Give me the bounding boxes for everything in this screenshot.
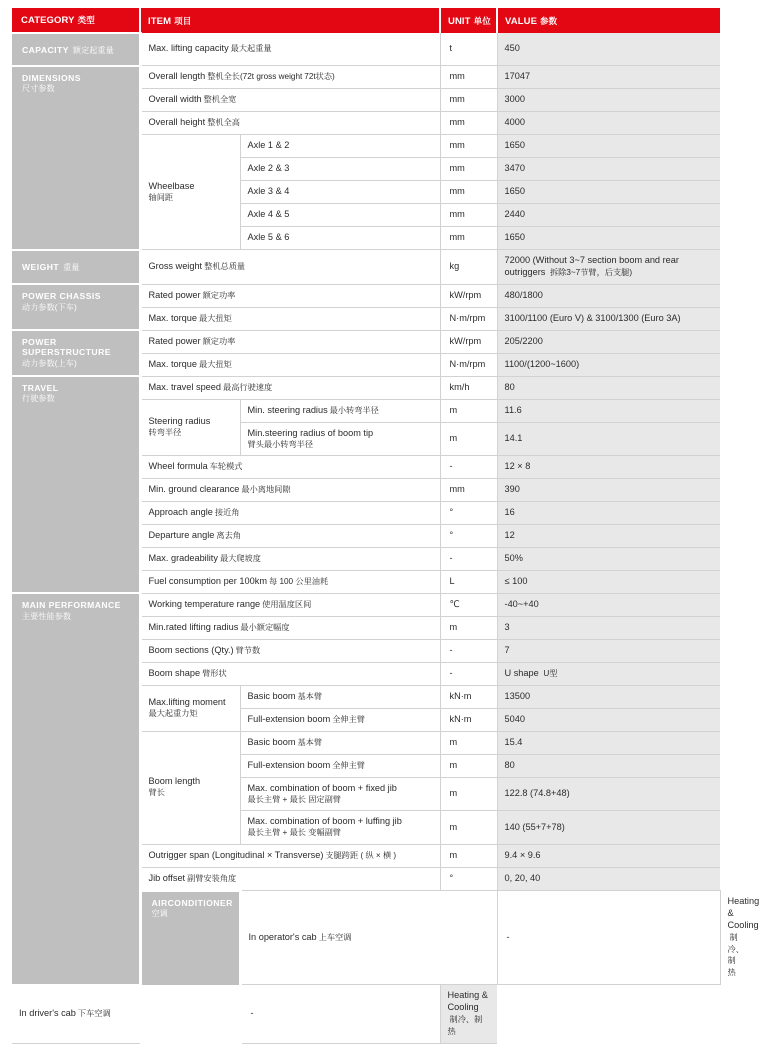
row-label-max-lifting-capacity: Max. lifting capacity 最大起重量	[140, 33, 440, 66]
row-label-length-full-extension: Full-extension boom 全伸主臂	[240, 754, 440, 777]
row-unit: mm	[440, 66, 497, 89]
table-row	[12, 33, 720, 66]
row-unit: -	[240, 985, 440, 1044]
row-value: ≤ 100	[497, 571, 720, 594]
row-value: 1650	[497, 181, 720, 204]
table-row	[12, 330, 720, 353]
row-value: U shape U型	[497, 662, 720, 685]
row-label-working-temperature: Working temperature range 使用温度区间	[140, 593, 440, 616]
row-unit: N·m/rpm	[440, 353, 497, 376]
row-value: 390	[497, 479, 720, 502]
row-value: 14.1	[497, 422, 720, 456]
row-value: 1100/(1200~1600)	[497, 353, 720, 376]
row-unit: kN·m	[440, 708, 497, 731]
row-label-jib-offset: Jib offset 副臂安装角度	[140, 867, 440, 890]
table-row	[12, 250, 720, 285]
row-unit: mm	[440, 204, 497, 227]
row-unit: m	[440, 777, 497, 811]
row-label-min-ground-clearance: Min. ground clearance 最小离地间隙	[140, 479, 440, 502]
row-unit: L	[440, 571, 497, 594]
row-label-max-travel-speed: Max. travel speed 最高行驶速度	[140, 376, 440, 399]
row-value: 3000	[497, 89, 720, 112]
row-label-fuel-consumption: Fuel consumption per 100km 每 100 公里油耗	[140, 571, 440, 594]
row-label-axle-3-4: Axle 3 & 4	[240, 181, 440, 204]
row-unit: °	[440, 867, 497, 890]
row-label-ac-driver-cab: In driver's cab 下车空调	[12, 985, 240, 1044]
row-label-rated-power-chassis: Rated power 额定功率	[140, 284, 440, 307]
row-value: 80	[497, 754, 720, 777]
row-label-min-steering-radius-boom-tip: Min.steering radius of boom tip 臂头最小转弯半径	[240, 422, 440, 456]
row-label-overall-width: Overall width 整机全宽	[140, 89, 440, 112]
row-value: 13500	[497, 685, 720, 708]
row-value: 11.6	[497, 399, 720, 422]
row-unit: -	[440, 662, 497, 685]
row-value: 15.4	[497, 731, 720, 754]
table-row	[12, 284, 720, 307]
row-unit: ℃	[440, 593, 497, 616]
category-travel: TRAVEL 行驶参数	[12, 376, 140, 593]
row-label-axle-5-6: Axle 5 & 6	[240, 227, 440, 250]
row-label-max-torque-super: Max. torque 最大扭矩	[140, 353, 440, 376]
row-value: 122.8 (74.8+48)	[497, 777, 720, 811]
row-value: 480/1800	[497, 284, 720, 307]
row-label-axle-4-5: Axle 4 & 5	[240, 204, 440, 227]
row-label-ac-operator-cab: In operator's cab 上车空调	[240, 891, 497, 985]
row-value: 12	[497, 525, 720, 548]
row-label-max-torque-chassis: Max. torque 最大扭矩	[140, 307, 440, 330]
row-value: -40~+40	[497, 593, 720, 616]
row-group-boom-length: Boom length 臂长	[140, 731, 240, 844]
spec-sheet	[0, 8, 759, 1037]
row-label-wheel-formula: Wheel formula 车轮模式	[140, 456, 440, 479]
category-main-performance: MAIN PERFORMANCE 主要性能参数	[12, 593, 140, 984]
category-capacity: CAPACITY 额定起重量	[12, 33, 140, 66]
row-value: 72000 (Without 3~7 section boom and rear outriggers 拆除3~7节臂，后支腿)	[497, 250, 720, 285]
row-unit: mm	[440, 112, 497, 135]
row-unit: m	[440, 731, 497, 754]
category-dimensions: DIMENSIONS 尺寸参数	[12, 66, 140, 250]
row-value: 2440	[497, 204, 720, 227]
table-row	[12, 985, 720, 1044]
row-value: 4000	[497, 112, 720, 135]
row-unit: °	[440, 525, 497, 548]
row-value: 450	[497, 33, 720, 66]
row-label-length-basic-boom: Basic boom 基本臂	[240, 731, 440, 754]
row-value: 5040	[497, 708, 720, 731]
row-value: 9.4 × 9.6	[497, 844, 720, 867]
header-unit: UNIT 单位	[440, 8, 497, 33]
row-label-moment-basic-boom: Basic boom 基本臂	[240, 685, 440, 708]
category-airconditioner: AIRCONDITIONER 空调	[140, 891, 240, 1044]
row-label-boom-sections: Boom sections (Qty.) 臂节数	[140, 639, 440, 662]
row-value: 3100/1100 (Euro V) & 3100/1300 (Euro 3A)	[497, 307, 720, 330]
row-unit: m	[440, 399, 497, 422]
row-unit: t	[440, 33, 497, 66]
row-label-axle-1-2: Axle 1 & 2	[240, 135, 440, 158]
row-label-max-gradeability: Max. gradeability 最大爬坡度	[140, 548, 440, 571]
row-group-wheelbase: Wheelbase 轴间距	[140, 135, 240, 250]
row-unit: m	[440, 422, 497, 456]
row-unit: °	[440, 502, 497, 525]
row-group-max-lifting-moment: Max.lifting moment 最大起重力矩	[140, 685, 240, 731]
row-value: 205/2200	[497, 330, 720, 353]
row-value: 3470	[497, 158, 720, 181]
row-value: 1650	[497, 227, 720, 250]
row-unit: m	[440, 754, 497, 777]
table-header	[12, 8, 720, 33]
row-unit: mm	[440, 181, 497, 204]
row-unit: kW/rpm	[440, 330, 497, 353]
table-row: AIRCONDITIONER 空调 In operator's cab 上车空调 - Heating & Cooling 制冷、制热	[12, 891, 720, 985]
row-label-gross-weight: Gross weight 整机总质量	[140, 250, 440, 285]
row-unit: -	[440, 548, 497, 571]
row-label-departure-angle: Departure angle 离去角	[140, 525, 440, 548]
row-label-length-fixed-jib: Max. combination of boom + fixed jib 最长主臂 + 最长 固定副臂	[240, 777, 440, 811]
row-unit: m	[440, 811, 497, 845]
category-power-chassis: POWER CHASSIS 动力参数(下车)	[12, 284, 140, 330]
row-value: 0, 20, 40	[497, 867, 720, 890]
row-label-boom-shape: Boom shape 臂形状	[140, 662, 440, 685]
row-label-overall-length: Overall length 整机全长(72t gross weight 72t状态)	[140, 66, 440, 89]
header-row	[12, 8, 720, 33]
row-unit: N·m/rpm	[440, 307, 497, 330]
row-unit: kg	[440, 250, 497, 285]
table-row	[12, 593, 720, 616]
row-label-length-luffing-jib: Max. combination of boom + luffing jib 最长主臂 + 最长 变幅副臂	[240, 811, 440, 845]
row-label-rated-power-super: Rated power 额定功率	[140, 330, 440, 353]
row-label-moment-full-extension: Full-extension boom 全伸主臂	[240, 708, 440, 731]
row-value: 140 (55+7+78)	[497, 811, 720, 845]
row-unit: -	[440, 639, 497, 662]
row-unit: kN·m	[440, 685, 497, 708]
row-unit: -	[497, 891, 720, 985]
header-item: ITEM 项目	[140, 8, 440, 33]
row-label-axle-2-3: Axle 2 & 3	[240, 158, 440, 181]
row-value: 7	[497, 639, 720, 662]
row-unit: mm	[440, 227, 497, 250]
specification-table	[12, 8, 759, 1045]
table-body	[12, 33, 759, 1044]
row-value: 12 × 8	[497, 456, 720, 479]
row-unit: m	[440, 844, 497, 867]
row-group-steering-radius: Steering radius 转弯半径	[140, 399, 240, 456]
table-row	[12, 376, 720, 399]
row-unit: mm	[440, 89, 497, 112]
row-value: 80	[497, 376, 720, 399]
header-category: CATEGORY 类型	[12, 8, 140, 33]
row-label-approach-angle: Approach angle 接近角	[140, 502, 440, 525]
row-label-min-steering-radius: Min. steering radius 最小转弯半径	[240, 399, 440, 422]
category-power-superstructure: POWER SUPERSTRUCTURE 动力参数(上车)	[12, 330, 140, 376]
row-unit: km/h	[440, 376, 497, 399]
row-label-overall-height: Overall height 整机全高	[140, 112, 440, 135]
row-label-min-rated-lifting-radius: Min.rated lifting radius 最小额定幅度	[140, 616, 440, 639]
row-value: 3	[497, 616, 720, 639]
table-row	[12, 66, 720, 89]
row-value: 16	[497, 502, 720, 525]
category-weight: WEIGHT 重量	[12, 250, 140, 285]
row-value: 1650	[497, 135, 720, 158]
row-value: 17047	[497, 66, 720, 89]
header-value: VALUE 参数	[497, 8, 720, 33]
row-value: 50%	[497, 548, 720, 571]
row-unit: mm	[440, 135, 497, 158]
row-label-outrigger-span: Outrigger span (Longitudinal × Transverse) 支腿跨距 ( 纵 × 横 )	[140, 844, 440, 867]
row-unit: -	[440, 456, 497, 479]
row-unit: m	[440, 616, 497, 639]
row-value: Heating & Cooling 制冷、制热	[440, 985, 497, 1044]
row-unit: kW/rpm	[440, 284, 497, 307]
row-unit: mm	[440, 158, 497, 181]
row-unit: mm	[440, 479, 497, 502]
